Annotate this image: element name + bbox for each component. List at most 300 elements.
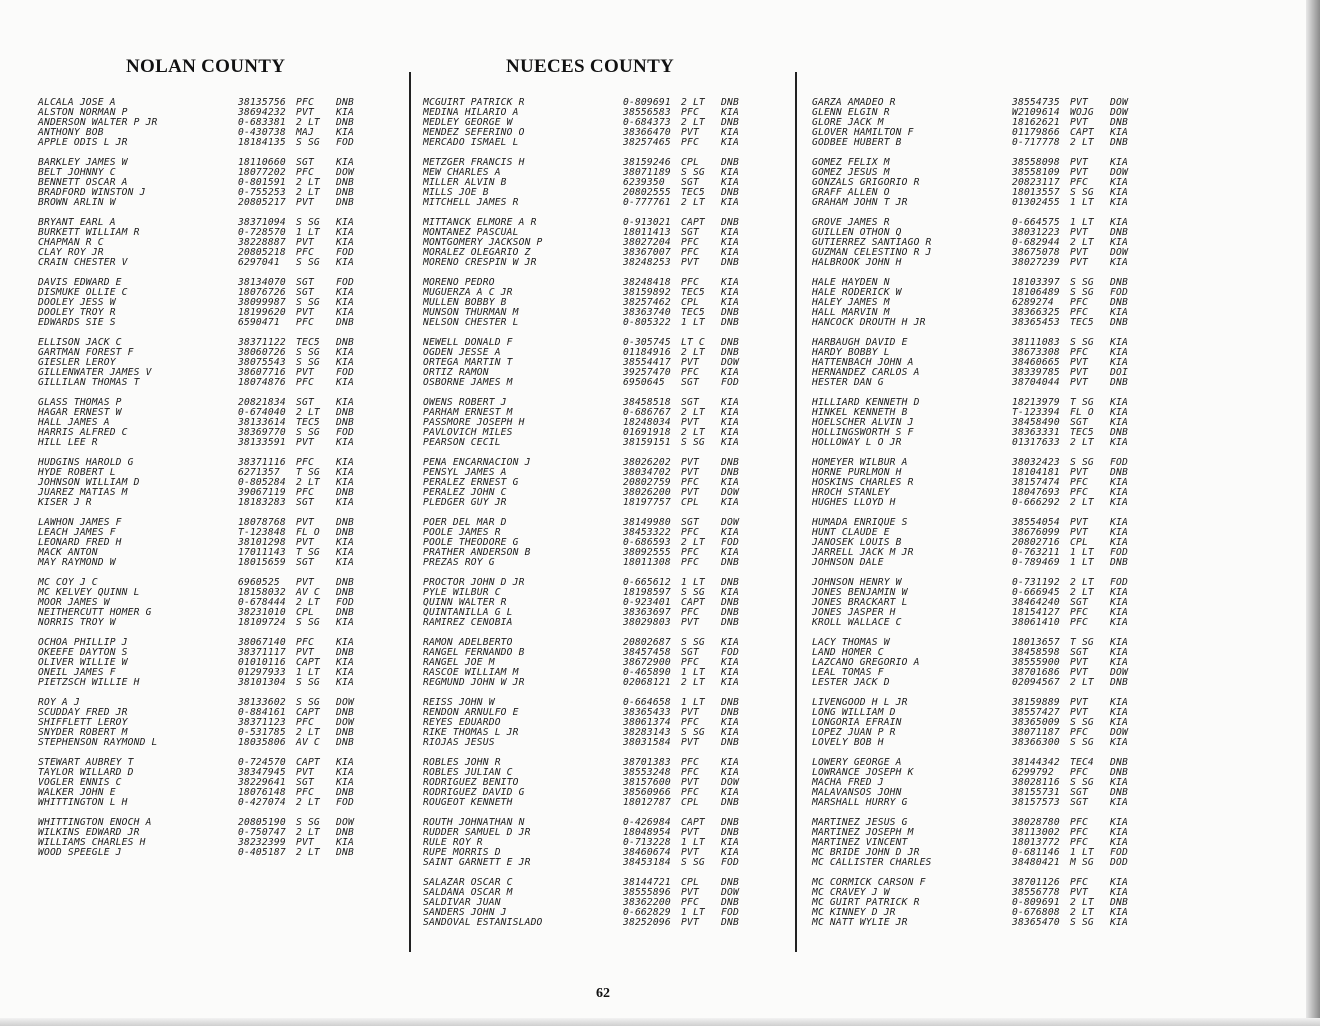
serial-number: 0-686767 <box>623 407 671 418</box>
roster-entry <box>812 258 1144 268</box>
soldier-name: GROVE JAMES R <box>812 217 890 228</box>
grade: CAPT <box>681 217 705 228</box>
soldier-name: SAINT GARNETT E JR <box>423 857 531 868</box>
status: FOD <box>1110 457 1128 468</box>
soldier-name: MEDLEY GEORGE W <box>423 117 513 128</box>
serial-number: 38149980 <box>623 517 671 528</box>
soldier-name: BRADFORD WINSTON J <box>38 187 146 198</box>
status: DOW <box>336 817 354 828</box>
status: DNB <box>721 577 739 588</box>
status: KIA <box>721 177 739 188</box>
soldier-name: HUDGINS HAROLD G <box>38 457 134 468</box>
roster-group <box>38 218 370 268</box>
page-edge-shadow <box>1306 0 1320 1026</box>
grade: CPL <box>681 497 699 508</box>
status: DNB <box>721 877 739 888</box>
grade: PVT <box>681 357 699 368</box>
status: DNB <box>721 707 739 718</box>
soldier-name: LOVELY BOB H <box>812 737 884 748</box>
serial-number: 38460665 <box>1012 357 1060 368</box>
status: DNB <box>721 187 739 198</box>
grade: 2 LT <box>296 117 320 128</box>
soldier-name: BRYANT EARL A <box>38 217 116 228</box>
status: KIA <box>336 237 354 248</box>
serial-number: 38365470 <box>1012 917 1060 928</box>
status: KIA <box>1110 217 1128 228</box>
roster-entry <box>423 738 755 748</box>
serial-number: 0-682944 <box>1012 237 1060 248</box>
soldier-name: MUGUERZA A C JR <box>423 287 513 298</box>
status: KIA <box>1110 777 1128 788</box>
soldier-name: PIETZSCH WILLIE H <box>38 677 140 688</box>
grade: TEC5 <box>681 307 705 318</box>
serial-number: 38071187 <box>1012 727 1060 738</box>
serial-number: 38555896 <box>623 887 671 898</box>
grade: PVT <box>1070 887 1088 898</box>
grade: CAPT <box>296 707 320 718</box>
soldier-name: HAGAR ERNEST W <box>38 407 122 418</box>
roster-column-continued <box>812 98 1144 938</box>
serial-number: 6289274 <box>1012 297 1054 308</box>
serial-number: 18199620 <box>238 307 286 318</box>
grade: S SG <box>1070 777 1094 788</box>
grade: PFC <box>681 367 699 378</box>
soldier-name: JUAREZ MATIAS M <box>38 487 128 498</box>
status: FOD <box>1110 287 1128 298</box>
grade: 2 LT <box>681 537 705 548</box>
grade: PFC <box>1070 767 1088 778</box>
grade: 2 LT <box>296 187 320 198</box>
grade: PVT <box>681 467 699 478</box>
status: KIA <box>1110 397 1128 408</box>
status: DNB <box>1110 117 1128 128</box>
roster-entry <box>812 678 1144 688</box>
serial-number: 0-686593 <box>623 537 671 548</box>
status: DNB <box>1110 317 1128 328</box>
status: KIA <box>721 437 739 448</box>
status: DNB <box>336 177 354 188</box>
soldier-name: HILL LEE R <box>38 437 98 448</box>
status: KIA <box>336 467 354 478</box>
soldier-name: MARTINEZ VINCENT <box>812 837 908 848</box>
soldier-name: GUILLEN OTHON Q <box>812 227 902 238</box>
serial-number: 0-427074 <box>238 797 286 808</box>
roster-group <box>38 398 370 448</box>
status: KIA <box>721 717 739 728</box>
grade: TEC5 <box>681 287 705 298</box>
soldier-name: MC KINNEY D JR <box>812 907 896 918</box>
soldier-name: BROWN ARLIN W <box>38 197 116 208</box>
status: DNB <box>721 217 739 228</box>
status: DNB <box>721 347 739 358</box>
status: KIA <box>1110 817 1128 828</box>
soldier-name: EDWARDS SIE S <box>38 317 116 328</box>
soldier-name: ORTIZ RAMON <box>423 367 489 378</box>
soldier-name: HALL MARVIN M <box>812 307 890 318</box>
grade: 2 LT <box>296 847 320 858</box>
status: DNB <box>721 607 739 618</box>
status: KIA <box>336 657 354 668</box>
status: KIA <box>721 407 739 418</box>
soldier-name: ELLISON JACK C <box>38 337 122 348</box>
grade: SGT <box>296 557 314 568</box>
grade: PVT <box>681 917 699 928</box>
serial-number: 6590471 <box>238 317 280 328</box>
serial-number: 0-801591 <box>238 177 286 188</box>
serial-number: 38027239 <box>1012 257 1060 268</box>
soldier-name: OWENS ROBERT J <box>423 397 507 408</box>
grade: SGT <box>296 287 314 298</box>
status: KIA <box>721 637 739 648</box>
soldier-name: PENA ENCARNACION J <box>423 457 531 468</box>
soldier-name: MC KELVEY QUINN L <box>38 587 140 598</box>
grade: CPL <box>681 797 699 808</box>
grade: PVT <box>681 127 699 138</box>
serial-number: 0-664575 <box>1012 217 1060 228</box>
soldier-name: GLOVER HAMILTON F <box>812 127 914 138</box>
status: FOD <box>336 427 354 438</box>
soldier-name: MC GUIRT PATRICK R <box>812 897 920 908</box>
roster-group <box>423 458 755 508</box>
status: KIA <box>1110 357 1128 368</box>
page-bottom-shadow <box>0 1018 1320 1026</box>
status: KIA <box>1110 737 1128 748</box>
soldier-name: ORTEGA MARTIN T <box>423 357 513 368</box>
grade: PFC <box>681 477 699 488</box>
soldier-name: OGDEN JESSE A <box>423 347 501 358</box>
soldier-name: GARZA AMADEO R <box>812 97 896 108</box>
serial-number: 38031223 <box>1012 227 1060 238</box>
grade: PFC <box>296 167 314 178</box>
status: FOD <box>721 377 739 388</box>
grade: S SG <box>681 637 705 648</box>
roster-group <box>38 518 370 568</box>
serial-number: 18197757 <box>623 497 671 508</box>
serial-number: 18013772 <box>1012 837 1060 848</box>
soldier-name: HATTENBACH JOHN A <box>812 357 914 368</box>
serial-number: 0-678444 <box>238 597 286 608</box>
roster-entry <box>423 138 755 148</box>
status: KIA <box>1110 477 1128 488</box>
serial-number: 38252096 <box>623 917 671 928</box>
serial-number: 0-724570 <box>238 757 286 768</box>
status: FOD <box>336 277 354 288</box>
status: DNB <box>721 917 739 928</box>
roster-column-nolan <box>38 98 370 868</box>
soldier-name: RODRIGUEZ DAVID G <box>423 787 525 798</box>
serial-number: 38676099 <box>1012 527 1060 538</box>
status: KIA <box>721 767 739 778</box>
roster-group <box>812 878 1144 928</box>
status: KIA <box>1110 437 1128 448</box>
grade: PVT <box>681 737 699 748</box>
grade: PFC <box>1070 827 1088 838</box>
status: KIA <box>1110 637 1128 648</box>
soldier-name: SHIFFLETT LEROY <box>38 717 128 728</box>
serial-number: 38701383 <box>623 757 671 768</box>
grade: S SG <box>296 677 320 688</box>
grade: SGT <box>1070 797 1088 808</box>
roster-entry <box>423 378 755 388</box>
status: DNB <box>721 897 739 908</box>
soldier-name: PEARSON CECIL <box>423 437 501 448</box>
grade: PFC <box>296 787 314 798</box>
grade: S SG <box>681 587 705 598</box>
grade: CPL <box>296 607 314 618</box>
grade: PFC <box>681 607 699 618</box>
grade: 2 LT <box>296 727 320 738</box>
soldier-name: SNYDER ROBERT M <box>38 727 128 738</box>
soldier-name: RAMON ADELBERTO <box>423 637 513 648</box>
soldier-name: MC NATT WYLIE JR <box>812 917 908 928</box>
soldier-name: DOOLEY TROY R <box>38 307 116 318</box>
status: KIA <box>721 197 739 208</box>
grade: PFC <box>296 317 314 328</box>
serial-number: 38701126 <box>1012 877 1060 888</box>
grade: 2 LT <box>296 477 320 488</box>
status: DOW <box>1110 97 1128 108</box>
status: DNB <box>721 157 739 168</box>
status: DNB <box>721 117 739 128</box>
roster-entry <box>38 738 370 748</box>
serial-number: 0-728570 <box>238 227 286 238</box>
grade: S SG <box>296 347 320 358</box>
serial-number: 38371117 <box>238 647 286 658</box>
soldier-name: HUGHES LLOYD H <box>812 497 896 508</box>
status: KIA <box>1110 187 1128 198</box>
soldier-name: JOHNSON WILLIAM D <box>38 477 140 488</box>
serial-number: 0-430738 <box>238 127 286 138</box>
status: DNB <box>721 307 739 318</box>
soldier-name: HALE HAYDEN N <box>812 277 890 288</box>
serial-number: 0-681146 <box>1012 847 1060 858</box>
soldier-name: SALAZAR OSCAR C <box>423 877 513 888</box>
status: DNB <box>336 587 354 598</box>
serial-number: 20821834 <box>238 397 286 408</box>
status: KIA <box>721 427 739 438</box>
grade: 2 LT <box>1070 587 1094 598</box>
status: KIA <box>1110 907 1128 918</box>
status: KIA <box>721 847 739 858</box>
status: DNB <box>336 607 354 618</box>
soldier-name: LAWHON JAMES F <box>38 517 122 528</box>
grade: 2 LT <box>681 117 705 128</box>
soldier-name: VOGLER ENNIS C <box>38 777 122 788</box>
grade: AV C <box>296 587 320 598</box>
serial-number: 0-683381 <box>238 117 286 128</box>
serial-number: 18110660 <box>238 157 286 168</box>
grade: PFC <box>1070 617 1088 628</box>
grade: TEC5 <box>296 337 320 348</box>
soldier-name: HANCOCK DROUTH H JR <box>812 317 926 328</box>
status: KIA <box>1110 657 1128 668</box>
grade: PVT <box>1070 377 1088 388</box>
grade: 1 LT <box>681 667 705 678</box>
soldier-name: NORRIS TROY W <box>38 617 116 628</box>
roster-group <box>423 518 755 568</box>
grade: PFC <box>296 377 314 388</box>
status: KIA <box>336 767 354 778</box>
soldier-name: WHITTINGTON ENOCH A <box>38 817 152 828</box>
serial-number: 38155731 <box>1012 787 1060 798</box>
soldier-name: NEITHERCUTT HOMER G <box>38 607 152 618</box>
status: DNB <box>721 457 739 468</box>
serial-number: 18011413 <box>623 227 671 238</box>
status: DNB <box>1110 227 1128 238</box>
roster-entry <box>812 438 1144 448</box>
soldier-name: LIVENGOOD H L JR <box>812 697 908 708</box>
soldier-name: QUINTANILLA G L <box>423 607 513 618</box>
roster-entry <box>38 378 370 388</box>
soldier-name: GUTIERREZ SANTIAGO R <box>812 237 932 248</box>
grade: SGT <box>1070 647 1088 658</box>
soldier-name: KISER J R <box>38 497 92 508</box>
grade: S SG <box>1070 917 1094 928</box>
soldier-name: JOHNSON HENRY W <box>812 577 902 588</box>
roster-group <box>423 698 755 748</box>
grade: PFC <box>1070 727 1088 738</box>
soldier-name: ROBLES JULIAN C <box>423 767 513 778</box>
serial-number: 20802716 <box>1012 537 1060 548</box>
serial-number: 38453184 <box>623 857 671 868</box>
grade: PFC <box>681 787 699 798</box>
grade: PVT <box>1070 167 1088 178</box>
grade: 2 LT <box>1070 677 1094 688</box>
grade: PVT <box>681 707 699 718</box>
soldier-name: HUNT CLAUDE E <box>812 527 890 538</box>
soldier-name: OKEEFE DAYTON S <box>38 647 128 658</box>
status: KIA <box>721 497 739 508</box>
serial-number: 38558098 <box>1012 157 1060 168</box>
roster-entry <box>38 258 370 268</box>
soldier-name: GILLILAN THOMAS T <box>38 377 140 388</box>
status: KIA <box>336 667 354 678</box>
grade: S SG <box>681 727 705 738</box>
roster-group <box>38 278 370 328</box>
soldier-name: GOMEZ JESUS M <box>812 167 890 178</box>
grade: PFC <box>1070 817 1088 828</box>
grade: S SG <box>1070 287 1094 298</box>
status: KIA <box>336 437 354 448</box>
grade: 2 LT <box>681 197 705 208</box>
soldier-name: RULE ROY R <box>423 837 483 848</box>
serial-number: 01184916 <box>623 347 671 358</box>
serial-number: 38560966 <box>623 787 671 798</box>
roster-entry <box>812 198 1144 208</box>
status: DOW <box>721 487 739 498</box>
serial-number: T-123848 <box>238 527 286 538</box>
serial-number: 38362200 <box>623 897 671 908</box>
grade: PVT <box>1070 527 1088 538</box>
status: DNB <box>336 187 354 198</box>
grade: 1 LT <box>1070 217 1094 228</box>
grade: PFC <box>296 97 314 108</box>
roster-group <box>423 98 755 148</box>
status: KIA <box>1110 417 1128 428</box>
status: DNB <box>336 577 354 588</box>
status: DNB <box>721 337 739 348</box>
status: KIA <box>721 657 739 668</box>
soldier-name: NEWELL DONALD F <box>423 337 513 348</box>
serial-number: 38347945 <box>238 767 286 778</box>
grade: CPL <box>1070 537 1088 548</box>
status: DNB <box>721 827 739 838</box>
grade: 1 LT <box>1070 557 1094 568</box>
status: KIA <box>1110 797 1128 808</box>
soldier-name: RUPE MORRIS D <box>423 847 501 858</box>
serial-number: 18074876 <box>238 377 286 388</box>
status: KIA <box>1110 257 1128 268</box>
serial-number: 38159892 <box>623 287 671 298</box>
grade: S SG <box>1070 277 1094 288</box>
status: DNB <box>336 197 354 208</box>
grade: 1 LT <box>681 577 705 588</box>
serial-number: 38075543 <box>238 357 286 368</box>
serial-number: 18213979 <box>1012 397 1060 408</box>
soldier-name: PENSYL JAMES A <box>423 467 507 478</box>
status: DNB <box>336 517 354 528</box>
soldier-name: MC COY J C <box>38 577 98 588</box>
soldier-name: POER DEL MAR D <box>423 517 507 528</box>
status: DNB <box>721 467 739 478</box>
grade: 2 LT <box>1070 137 1094 148</box>
roster-group <box>812 278 1144 328</box>
soldier-name: MORALEZ OLEGARIO Z <box>423 247 531 258</box>
soldier-name: MACHA FRED J <box>812 777 884 788</box>
soldier-name: WILLIAMS CHARLES H <box>38 837 146 848</box>
status: DNB <box>1110 137 1128 148</box>
grade: PVT <box>681 487 699 498</box>
grade: PVT <box>681 417 699 428</box>
grade: PVT <box>296 307 314 318</box>
roster-group <box>38 98 370 148</box>
status: FOD <box>336 597 354 608</box>
roster-group <box>423 278 755 328</box>
serial-number: 38339785 <box>1012 367 1060 378</box>
soldier-name: GUZMAN CELESTINO R J <box>812 247 932 258</box>
serial-number: 18103397 <box>1012 277 1060 288</box>
roster-group <box>423 398 755 448</box>
serial-number: 38133614 <box>238 417 286 428</box>
status: DNB <box>1110 787 1128 798</box>
soldier-name: ONEIL JAMES F <box>38 667 116 678</box>
grade: PVT <box>296 107 314 118</box>
roster-entry <box>423 918 755 928</box>
serial-number: 38366325 <box>1012 307 1060 318</box>
roster-group <box>812 398 1144 448</box>
roster-entry <box>38 438 370 448</box>
status: KIA <box>336 307 354 318</box>
grade: AV C <box>296 737 320 748</box>
soldier-name: LEACH JAMES F <box>38 527 116 538</box>
soldier-name: HARRIS ALFRED C <box>38 427 128 438</box>
soldier-name: OSBORNE JAMES M <box>423 377 513 388</box>
status: KIA <box>1110 537 1128 548</box>
soldier-name: RAMIREZ CENOBIA <box>423 617 513 628</box>
soldier-name: MARTINEZ JESUS G <box>812 817 908 828</box>
roster-group <box>38 818 370 858</box>
soldier-name: POOLE JAMES R <box>423 527 501 538</box>
soldier-name: HILLIARD KENNETH D <box>812 397 920 408</box>
status: FOD <box>721 537 739 548</box>
soldier-name: HARBAUGH DAVID E <box>812 337 908 348</box>
soldier-name: REGMUND JOHN W JR <box>423 677 525 688</box>
roster-entry <box>38 138 370 148</box>
serial-number: 01179866 <box>1012 127 1060 138</box>
grade: PFC <box>681 547 699 558</box>
status: DNB <box>1110 557 1128 568</box>
grade: PFC <box>1070 877 1088 888</box>
